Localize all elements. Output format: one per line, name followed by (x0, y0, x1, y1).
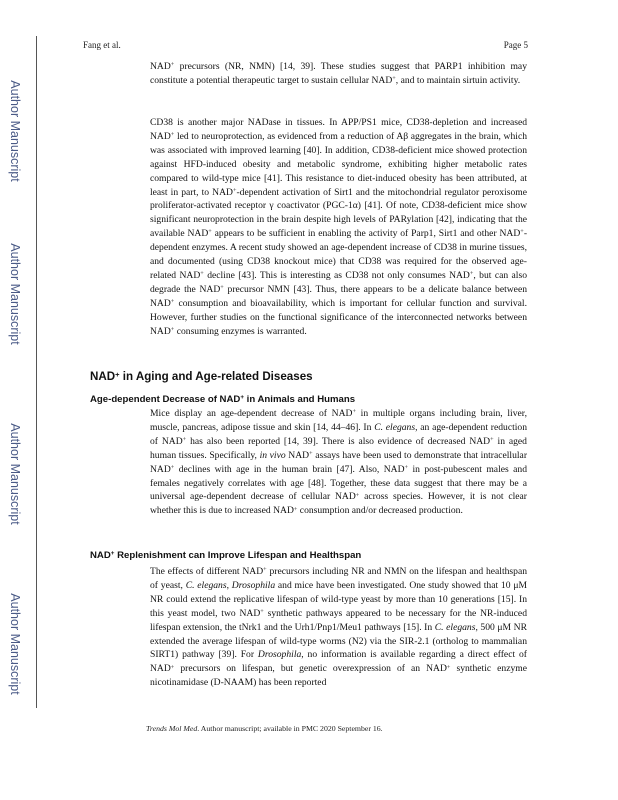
text-run: synthetic pathways appeared to be necessary for the NR-induced lifespan extension, the tNrk1 and the Urh1/Pnp1/Meu1 pathways [15]. In (150, 607, 527, 633)
text-run: in post-pubescent males and females negatively correlates with age [48]. Together, these data suggest that there may be a universal age-dependent decrease of cellular NAD (150, 463, 527, 503)
text-run: assays have been used to demonstrate that intracellular NAD (150, 449, 528, 475)
side-label-author-manuscript: Author Manuscript (8, 423, 22, 525)
text-run: -dependent activation of Sirt1 and the mitochondrial regulator peroxisome proliferator-activated receptor γ coactivator (PGC-1α) [41]. Of note, CD38-deficient mice show significant neuroprotection in the brain despite high levels of PARylation [42], indicating that the available NAD (150, 186, 527, 240)
italic-term: C. elegans (185, 579, 227, 591)
text-run: consumption and bioavailability, which is important for cellular function and survival. However, further studies on the functional significance of the interconnected networks between NAD (150, 297, 527, 337)
superscript-charge: + (170, 463, 175, 471)
subsection-heading-age-dependent-decrease (90, 394, 355, 405)
text-run: , and to maintain sirtuin activity. (395, 74, 521, 86)
text-run: and mice have been investigated. One study showed that 10 μM NR could extend the replicative lifespan of wild-type yeast by more than 10 generations [15]. In this yeast model, two NAD (150, 579, 527, 619)
text-run: in Aging and Age-related Diseases (119, 370, 313, 383)
text-run: appears to be sufficient in enabling the activity of Parp1, Sirt1 and other NAD (211, 228, 521, 240)
text-run: Mice display an age-dependent decrease of NAD (150, 408, 353, 419)
italic-term: C. elegans (434, 621, 476, 633)
text-run: , but can also degrade the NAD (150, 269, 527, 295)
superscript-charge: + (182, 436, 187, 444)
text-run: -dependent enzymes. A recent study showed an age-dependent increase of CD38 in murine tissues, and documented (using CD38 knockout mice) that CD38 was required for the observed age-related NAD (150, 228, 528, 281)
journal-footer (146, 724, 383, 733)
text-run: declines with age in the human brain [47]. Also, NAD (174, 463, 405, 475)
italic-term: C. elegans (374, 421, 416, 433)
superscript-charge: + (293, 505, 298, 513)
text-run: , 500 μM NR extended the average lifespan of wild-type worms (N2) via the SIR-2.1 (ortholog to mammalian SIRT1) pathway [39]. For (150, 621, 527, 661)
italic-term: Drosophila (257, 649, 302, 661)
paragraph-age-dependent-decrease (150, 407, 527, 518)
text-run: NAD (90, 370, 116, 383)
paragraph-parp1-inhibition (150, 60, 527, 88)
superscript-charge: + (404, 463, 409, 471)
text-run: has also been reported [14, 39]. There is also evidence of decreased NAD (186, 435, 491, 447)
paragraph-cd38 (150, 116, 527, 339)
italic-term: in vivo (259, 449, 286, 461)
superscript-charge: + (170, 297, 175, 305)
superscript-charge: + (170, 61, 175, 69)
superscript-charge: + (170, 131, 175, 139)
text-run: in Animals and Humans (244, 394, 356, 405)
text-run: led to neuroprotection, as evidenced from a reduction of Aβ aggregates in the brain, which was associated with improved learning [40]. In addition, CD38-deficient mice showed protection against HFD-induced obesity and metabolic syndrome, exhibiting higher metabolic rates compared to wild-type mice [41]. This resistance to diet-induced obesity has been attributed, at least in part, to NAD (150, 130, 527, 198)
subsection-heading-nad-replenishment (90, 550, 361, 561)
superscript-charge: + (263, 566, 267, 574)
superscript-charge: + (208, 228, 212, 236)
margin-rule (36, 36, 37, 708)
side-label-author-manuscript: Author Manuscript (8, 80, 22, 182)
text-run: The effects of different NAD (150, 566, 264, 577)
italic-term: Trends Mol Med (146, 724, 198, 733)
superscript-charge: + (355, 491, 360, 499)
text-run: Replenishment can Improve Lifespan and Healthspan (114, 550, 362, 561)
text-run: decline [43]. This is interesting as CD38 not only consumes NAD (203, 269, 470, 281)
text-run: . Author manuscript; available in PMC 2020 September 16. (197, 724, 383, 733)
superscript-charge: + (170, 325, 175, 333)
text-run: consumption and/or decreased production. (297, 505, 463, 517)
superscript-charge: + (520, 228, 524, 236)
text-run: NAD (90, 550, 111, 561)
text-run: precursor NMN [43]. Thus, there appears to be a delicate balance between NAD (150, 283, 527, 309)
text-run: , an age-dependent reduction of NAD (150, 421, 527, 447)
superscript-charge: + (232, 186, 237, 194)
text-run: Age-dependent Decrease of NAD (90, 394, 241, 405)
superscript-charge: + (110, 550, 115, 558)
superscript-charge: + (220, 284, 224, 292)
text-run: CD38 is another major NADase in tissues. In APP/PS1 mice, CD38-depletion and increased NAD (150, 117, 527, 142)
text-run: , no information is available regarding a direct effect of NAD (150, 649, 527, 675)
superscript-charge: + (446, 663, 451, 671)
superscript-charge: + (469, 270, 474, 278)
text-run: precursors (NR, NMN) [14, 39]. These studies suggest that PARP1 inhibition may constitute a potential therapeutic target to sustain cellular NAD (150, 61, 527, 86)
text-run: precursors including NR and NMN on the lifespan and healthspan of yeast, (150, 566, 527, 591)
superscript-charge: + (115, 369, 120, 379)
side-label-author-manuscript: Author Manuscript (8, 593, 22, 695)
superscript-charge: + (309, 449, 313, 457)
superscript-charge: + (170, 663, 175, 671)
text-run: NAD (285, 449, 310, 461)
text-run: , (226, 579, 232, 591)
superscript-charge: + (490, 436, 494, 444)
text-run: in multiple organs including brain, liver, muscle, pancreas, adipose tissue and skin [14, 44–46]. In (150, 408, 527, 433)
superscript-charge: + (392, 75, 396, 83)
section-heading-aging (90, 370, 313, 383)
superscript-charge: + (240, 394, 244, 402)
page-number: Page 5 (503, 40, 528, 50)
text-run: across species. However, it is not clear whether this is due to increased NAD (150, 491, 527, 517)
running-header-authors: Fang et al. (83, 40, 121, 50)
side-label-author-manuscript: Author Manuscript (8, 243, 22, 345)
text-run: consuming enzymes is warranted. (174, 325, 307, 337)
paragraph-nad-replenishment (150, 565, 527, 690)
superscript-charge: + (352, 408, 356, 416)
text-run: precursors on lifespan, but genetic overexpression of an NAD (174, 663, 447, 675)
text-run: in aged human tissues. Specifically, (150, 435, 527, 461)
text-run: NAD (150, 61, 171, 72)
superscript-charge: + (200, 270, 204, 278)
superscript-charge: + (260, 607, 264, 615)
italic-term: Drosophila (231, 579, 276, 591)
text-run: synthetic enzyme nicotinamidase (D-NAAM) has been reported (150, 663, 527, 689)
